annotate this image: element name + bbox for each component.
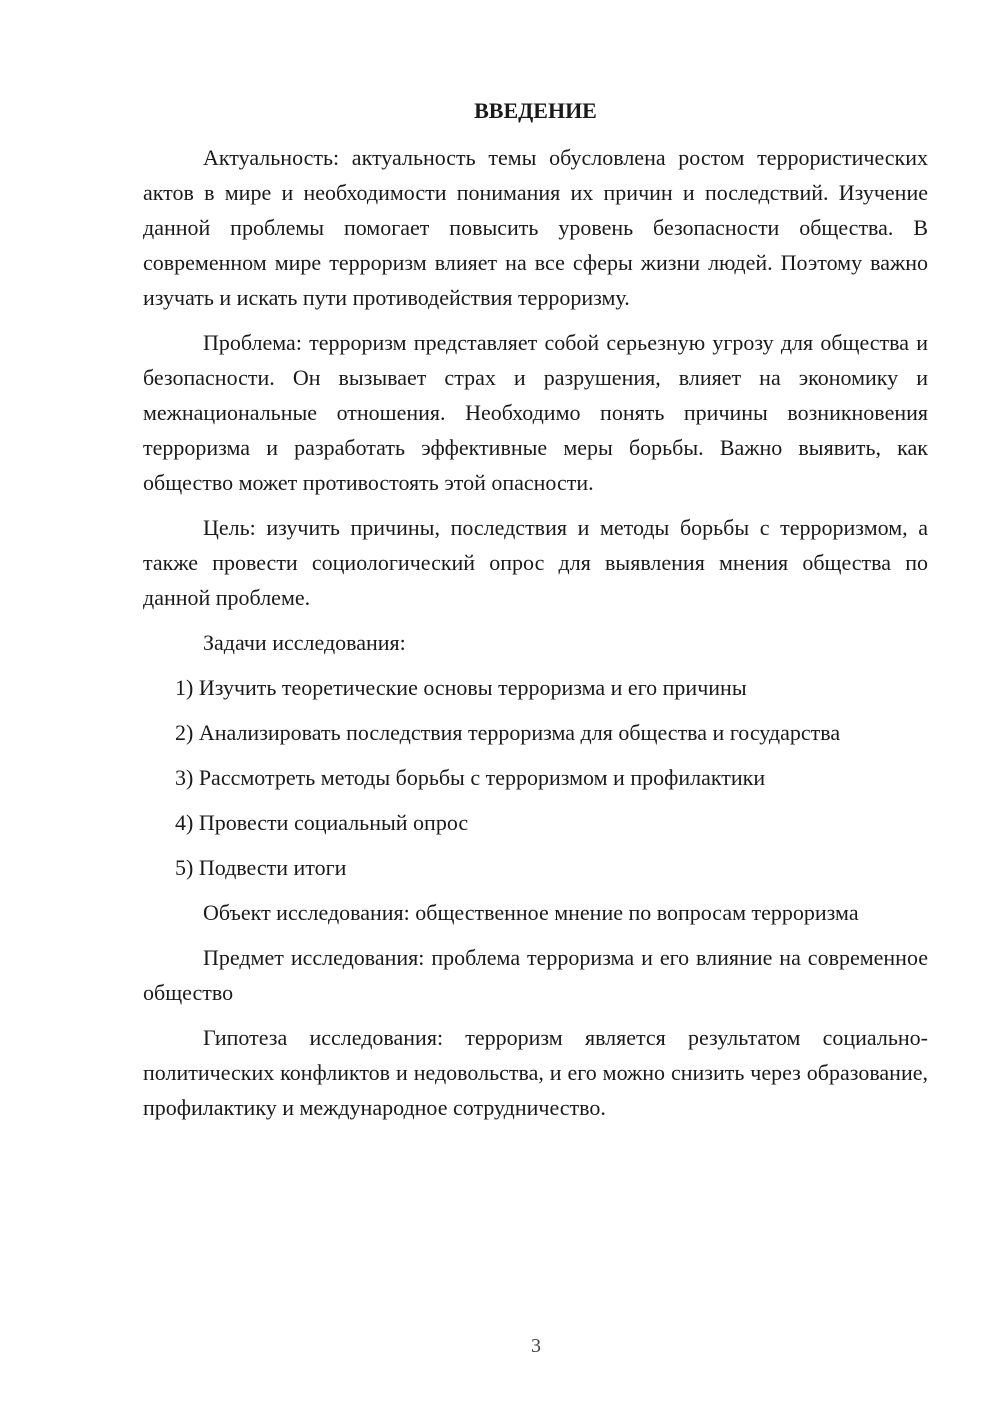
- goal-paragraph: Цель: изучить причины, последствия и методы борьбы с терроризмом, а также провести социологический опрос для выявления мнения общества по данной проблеме.: [143, 515, 928, 610]
- relevance-paragraph: Актуальность: актуальность темы обусловлена ростом террористических актов в мире и необходимости понимания их причин и последствий. Изучение данной проблемы помогает повысить уровень безопасности общества. В современном мире терроризм влияет на все сферы жизни людей. Поэтому важно изучать и искать пути противодействия терроризму.: [143, 145, 928, 310]
- list-item: 2) Анализировать последствия терроризма для общества и государства: [175, 720, 841, 745]
- tasks-list: [143, 670, 928, 885]
- hypothesis-paragraph: Гипотеза исследования: терроризм является результатом социально-политических конфликтов и недовольства, и его можно снизить через образование, профилактику и международное сотрудничество.: [143, 1025, 928, 1120]
- list-item: 4) Провести социальный опрос: [175, 810, 469, 835]
- tasks-heading: Задачи исследования:: [203, 630, 406, 655]
- list-item: 1) Изучить теоретические основы терроризма и его причины: [175, 675, 747, 700]
- list-item: 5) Подвести итоги: [175, 855, 347, 880]
- section-title: ВВЕДЕНИЕ: [474, 98, 597, 123]
- list-item: 3) Рассмотреть методы борьбы с терроризмом и профилактики: [175, 765, 766, 790]
- object-paragraph: Объект исследования: общественное мнение по вопросам терроризма: [203, 900, 859, 925]
- problem-paragraph: Проблема: терроризм представляет собой серьезную угрозу для общества и безопасности. Он вызывает страх и разрушения, влияет на экономику и межнациональные отношения. Необходимо понять причины возникновения терроризма и разработать эффективные меры борьбы. Важно выявить, как общество может противостоять этой опасности.: [143, 330, 928, 495]
- page-number: 3: [531, 1335, 541, 1357]
- document-body: [143, 93, 928, 1135]
- subject-paragraph: Предмет исследования: проблема терроризма и его влияние на современное общество: [143, 945, 928, 1005]
